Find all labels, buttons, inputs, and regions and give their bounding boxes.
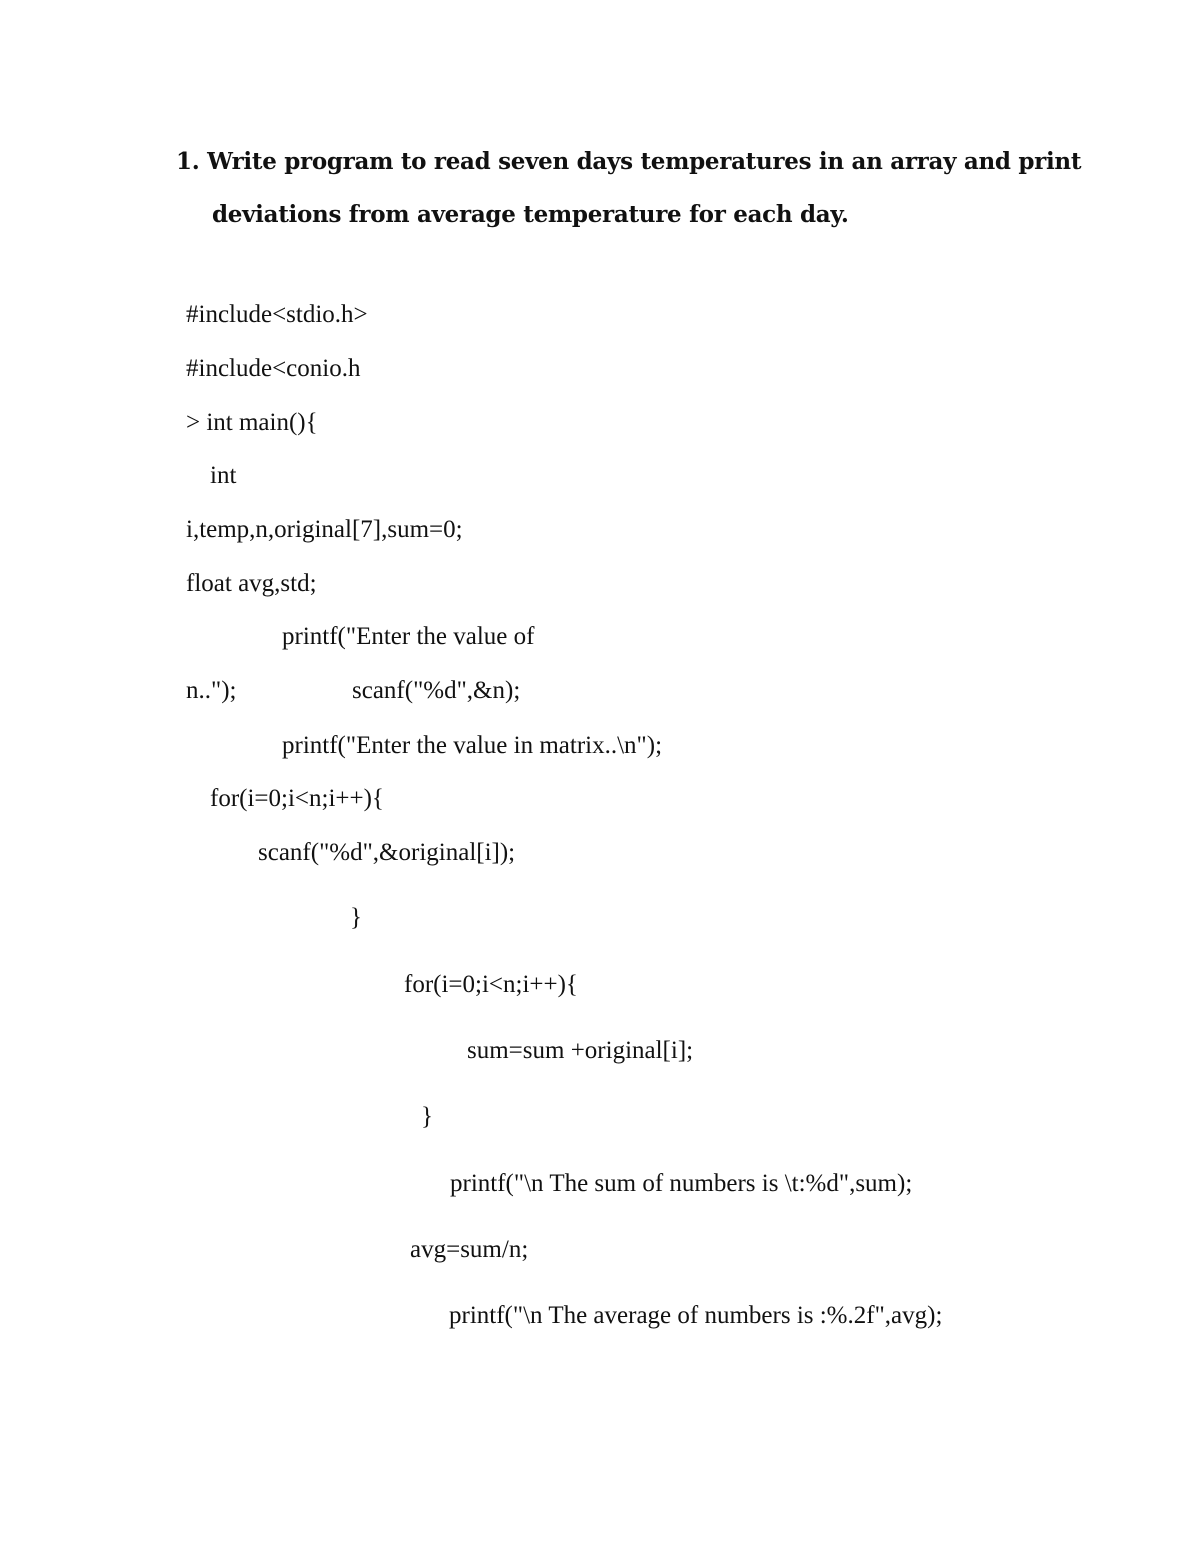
code-line-for-read: for(i=0;i<n;i++){ (210, 785, 384, 812)
code-line-printf-avg: printf("\n The average of numbers is :%.2f",avg); (449, 1302, 943, 1329)
code-line-include-stdio: #include<stdio.h> (186, 301, 368, 328)
code-line-sum: sum=sum +original[i]; (467, 1037, 694, 1064)
code-line-scanf-original: scanf("%d",&original[i]); (258, 839, 516, 866)
code-line-avg: avg=sum/n; (410, 1236, 529, 1263)
code-line-close-brace: } (350, 904, 362, 931)
code-line-printf-end: n.."); (186, 677, 237, 704)
code-line-include-conio: #include<conio.h (186, 355, 361, 382)
code-line-printf-enter-n: printf("Enter the value of (282, 623, 535, 650)
code-line-int: int (210, 462, 237, 489)
question-heading-line-2: deviations from average temperature for each day. (212, 201, 849, 228)
code-line-printf-sum: printf("\n The sum of numbers is \t:%d",sum); (450, 1170, 913, 1197)
code-line-printf-matrix: printf("Enter the value in matrix..\n"); (282, 732, 663, 759)
code-line-close-brace: } (421, 1103, 433, 1130)
code-line-for-sum: for(i=0;i<n;i++){ (404, 971, 578, 998)
code-line-main: > int main(){ (186, 409, 318, 436)
code-line-declarations: i,temp,n,original[7],sum=0; (186, 516, 463, 543)
question-heading-line-1: 1. Write program to read seven days temperatures in an array and print (176, 148, 1082, 175)
code-line-float-decl: float avg,std; (186, 570, 317, 597)
code-line-scanf-n: scanf("%d",&n); (352, 677, 521, 704)
